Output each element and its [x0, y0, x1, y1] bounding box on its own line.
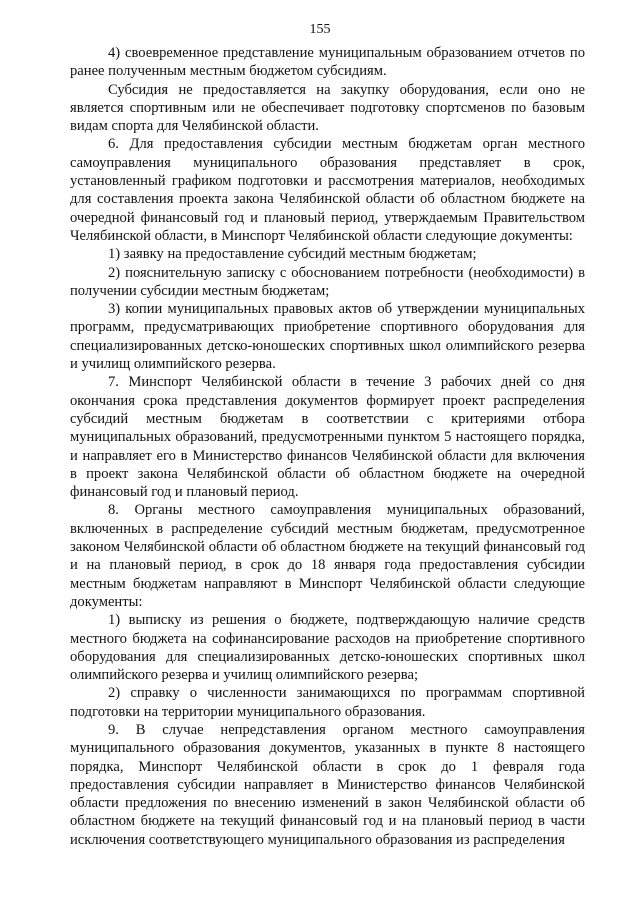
- paragraph: 4) своевременное представление муниципальным образованием отчетов по ранее полученным местным бюджетом субсидиям.: [70, 45, 585, 80]
- paragraph: 2) справку о численности занимающихся по программам спортивной подготовки на территории муниципального образования.: [70, 685, 585, 720]
- paragraph: 6. Для предоставления субсидии местным бюджетам орган местного самоуправления муниципального образования представляет в срок, установленный графиком подготовки и рассмотрения материалов, необходимых для составления проекта закона Челябинской области об областном бюджете на очередной финансовый год и плановый период, утверждаемым Правительством Челябинской области, в Минспорт Челябинской области следующие документы:: [70, 136, 585, 244]
- paragraph: 2) пояснительную записку с обоснованием потребности (необходимости) в получении субсидии местным бюджетам;: [70, 264, 585, 299]
- paragraph: 1) выписку из решения о бюджете, подтверждающую наличие средств местного бюджета на софинансирование расходов на приобретение спортивного оборудования для специализированных детско-юношеских спортивных школ олимпийского резерва и училищ олимпийского резерва;: [70, 612, 585, 684]
- document-body: [70, 44, 585, 849]
- paragraph: 7. Минспорт Челябинской области в течение 3 рабочих дней со дня окончания срока представления документов формирует проект распределения субсидий местным бюджетам в соответствии с критериями отбора муниципальных образований, предусмотренными пунктом 5 настоящего порядка, и направляет его в Министерство финансов Челябинской области для включения в проект закона Челябинской области об областном бюджете на очередной финансовый год и плановый период.: [70, 374, 585, 501]
- paragraph: 3) копии муниципальных правовых актов об утверждении муниципальных программ, предусматривающих приобретение спортивного оборудования для специализированных детско-юношеских спортивных школ олимпийского резерва и училищ олимпийского резерва.: [70, 301, 585, 373]
- paragraph: 1) заявку на предоставление субсидий местным бюджетам;: [108, 246, 477, 263]
- page-number: 155: [309, 22, 331, 37]
- paragraph: Субсидия не предоставляется на закупку оборудования, если оно не является спортивным или не обеспечивает подготовку спортсменов по базовым видам спорта для Челябинской области.: [70, 81, 585, 135]
- paragraph: 8. Органы местного самоуправления муниципальных образований, включенных в распределение субсидий местным бюджетам, предусмотренное законом Челябинской области об областном бюджете на текущий финансовый год и на плановый период, в срок до 18 января года предоставления субсидии местным бюджетам направляют в Минспорт Челябинской области следующие документы:: [70, 502, 585, 610]
- paragraph: 9. В случае непредставления органом местного самоуправления муниципального образования документов, указанных в пункте 8 настоящего порядка, Минспорт Челябинской области в срок до 1 февраля года предоставления субсидии направляет в Министерство финансов Челябинской области предложения по внесению изменений в закон Челябинской области об областном бюджете на текущий финансовый год и на плановый период в части исключения соответствующего муниципального образования из распределения: [70, 721, 585, 848]
